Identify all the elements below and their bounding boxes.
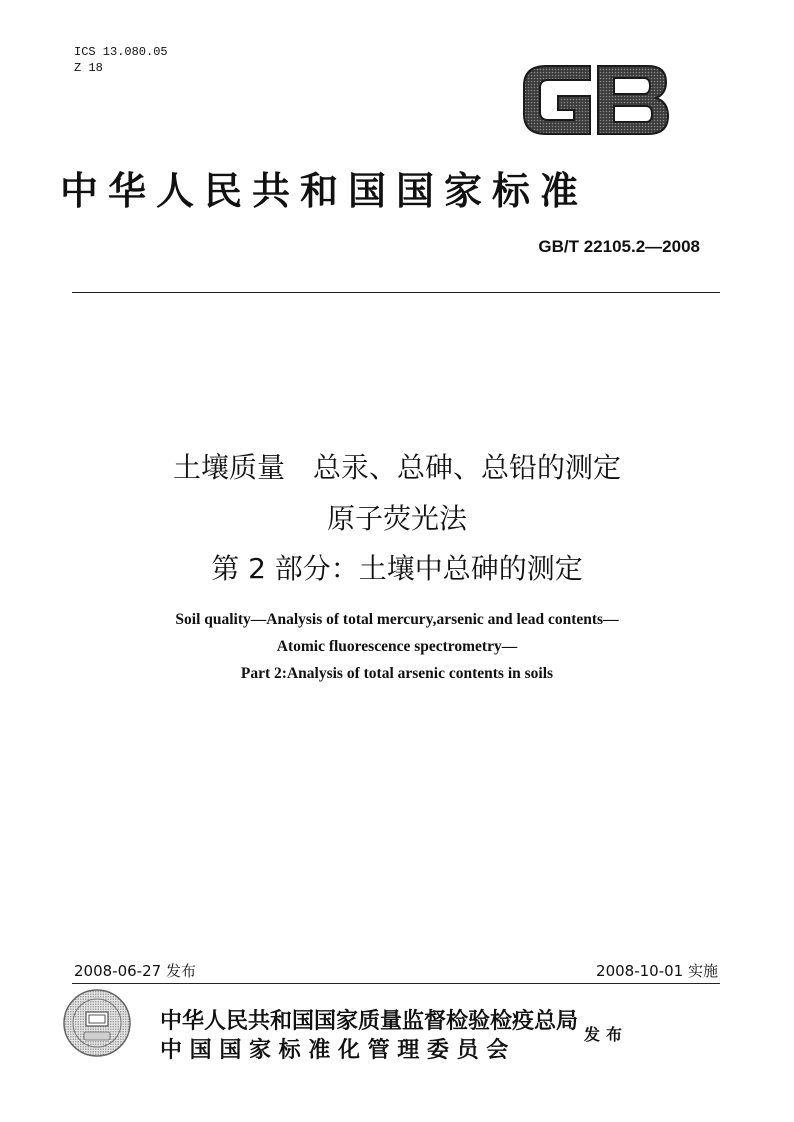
standard-number: GB/T 22105.2—2008 [538,237,700,256]
title-zh-line3: 第 2 部分：土壤中总砷的测定 [211,552,583,585]
classification-code: Z 18 [74,61,103,75]
publish-label: 发布 [584,1025,629,1044]
official-seal-icon [62,988,132,1058]
footer-rule [72,983,720,984]
header-rule [72,292,720,293]
issuer-2: 中 国 国 家 标 准 化 管 理 委 员 会 [160,1037,509,1063]
issue-date: 2008-06-27 发布 [74,962,196,980]
implement-date: 2008-10-01 实施 [596,962,718,980]
national-standard-title: 中华人民共和国国家标准 [60,168,589,213]
issuer-1: 中华人民共和国国家质量监督检验检疫总局 [160,1008,579,1034]
title-en-line3: Part 2:Analysis of total arsenic contents in soils [240,665,554,682]
ics-code: ICS 13.080.05 [74,45,168,59]
title-zh-line1: 土壤质量 总汞、总砷、总铅的测定 [172,451,621,484]
title-en-line1: Soil quality—Analysis of total mercury,arsenic and lead contents— [175,611,619,628]
classification-codes [74,44,168,76]
title-en-line2: Atomic fluorescence spectrometry— [276,638,518,655]
title-zh-line2: 原子荧光法 [326,502,467,535]
gb-logo-icon [518,56,672,144]
